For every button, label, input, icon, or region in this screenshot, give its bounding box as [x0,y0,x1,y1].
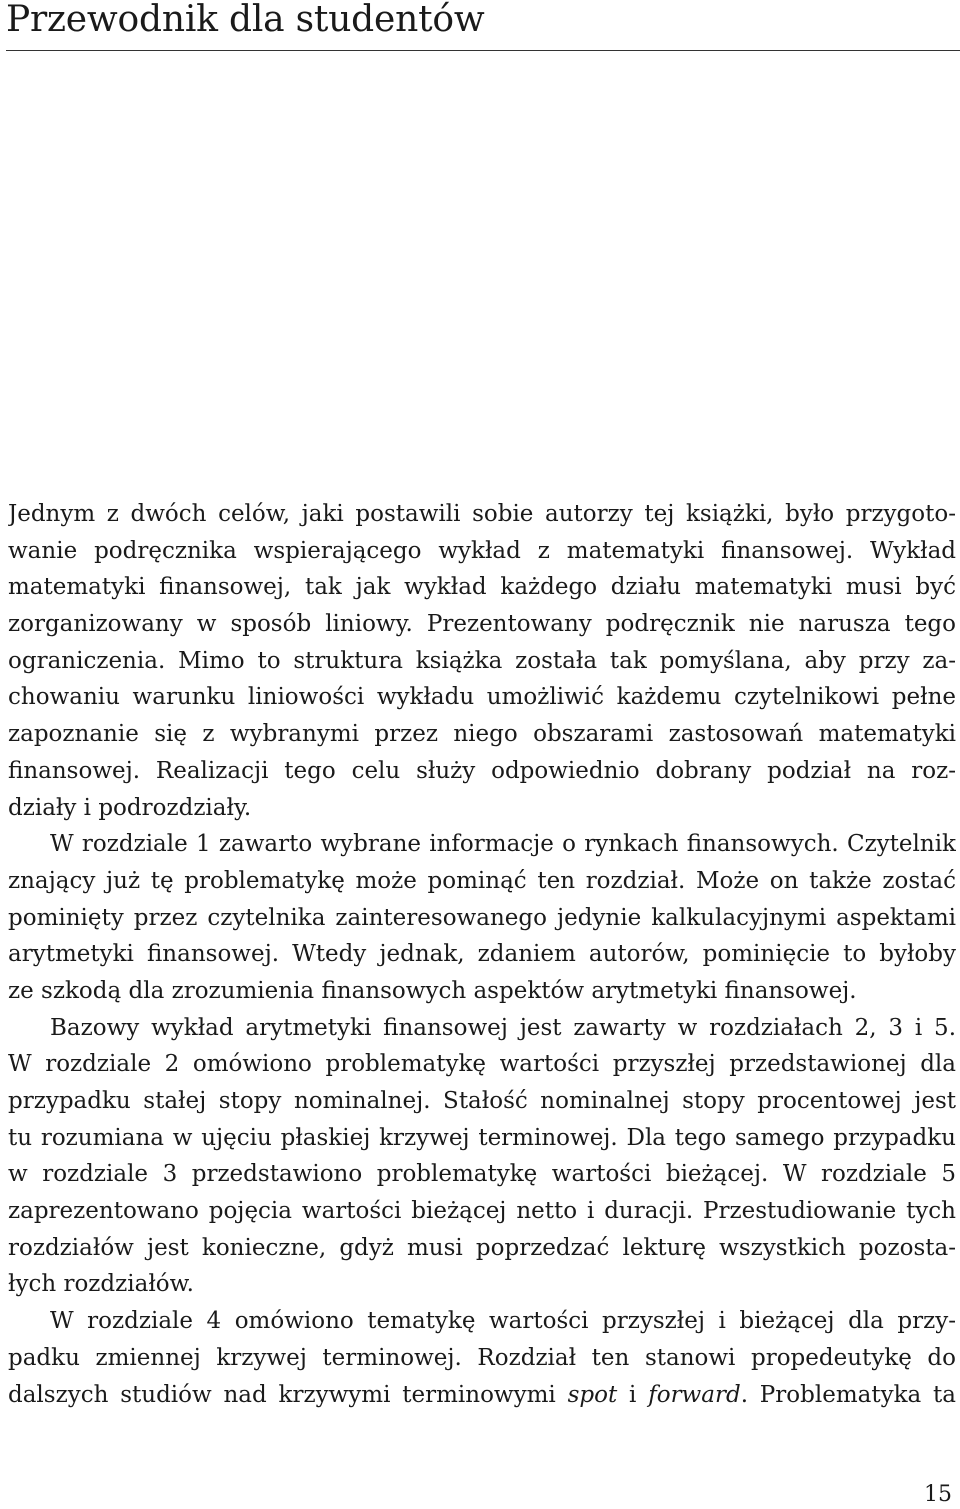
text-line: wanie podręcznika wspierającego wykład z matematyki finansowej. Wykład [8,537,956,564]
text-line: W rozdziale 4 omówiono tematykę wartości przyszłej i bieżącej dla przy- [50,1308,956,1335]
italic-term-spot: spot [567,1381,618,1408]
text-line: W rozdziale 2 omówiono problematykę wartości przyszłej przedstawionej dla [8,1051,956,1078]
text-line: chowaniu warunku liniowości wykładu umożliwić każdemu czytelnikowi pełne [8,684,956,711]
text-segment: . Problematyka ta [740,1381,956,1408]
text-line: Jednym z dwóch celów, jaki postawili sobie autorzy tej książki, było przygoto- [8,501,956,527]
italic-term-forward: forward [648,1381,741,1408]
running-header [6,0,960,51]
text-line: zorganizowany w sposób liniowy. Prezentowany podręcznik nie narusza tego [8,611,956,638]
text-line: matematyki finansowej, tak jak wykład każdego działu matematyki musi być [8,574,956,601]
page-number: 15 [924,1482,952,1507]
text-line: pominięty przez czytelnika zainteresowanego jedynie kalkulacyjnymi aspektami [8,904,956,931]
text-line: finansowej. Realizacji tego celu służy odpowiednio dobrany podział na roz- [8,757,956,784]
text-line: przypadku stałej stopy nominalnej. Stałość nominalnej stopy procentowej jest [8,1088,956,1114]
text-line: W rozdziale 1 zawarto wybrane informacje o rynkach finansowych. Czytelnik [50,831,956,858]
text-line: ze szkodą dla zrozumienia finansowych aspektów arytmetyki finansowej. [8,977,857,1004]
text-line: w rozdziale 3 przedstawiono problematykę wartości bieżącej. W rozdziale 5 [8,1161,956,1188]
text-line: znający już tę problematykę może pominąć ten rozdział. Może on także zostać [8,867,956,894]
chapter-title: Przewodnik dla studentów [6,0,485,40]
text-line: Bazowy wykład arytmetyki finansowej jest zawarty w rozdziałach 2, 3 i 5. [50,1014,956,1041]
text-line: zapoznanie się z wybranymi przez niego obszarami zastosowań matematyki [8,721,956,748]
text-line: arytmetyki finansowej. Wtedy jednak, zdaniem autorów, pominięcie to byłoby [8,941,956,968]
text-line: działy i podrozdziały. [8,794,252,821]
text-line: łych rozdziałów. [8,1271,194,1298]
text-segment: i [617,1381,649,1408]
text-line: tu rozumiana w ujęciu płaskiej krzywej terminowej. Dla tego samego przypadku [8,1124,956,1151]
text-line: rozdziałów jest konieczne, gdyż musi poprzedzać lekturę wszystkich pozosta- [8,1234,956,1261]
text-line: zaprezentowano pojęcia wartości bieżącej netto i duracji. Przestudiowanie tych [8,1198,956,1225]
text-line [8,1377,956,1414]
text-segment: dalszych studiów nad krzywymi terminowymi [8,1381,568,1408]
body-text [8,496,956,1413]
text-line: padku zmiennej krzywej terminowej. Rozdział ten stanowi propedeutykę do [8,1344,956,1371]
text-line: ograniczenia. Mimo to struktura książka została tak pomyślana, aby przy za- [8,647,956,674]
